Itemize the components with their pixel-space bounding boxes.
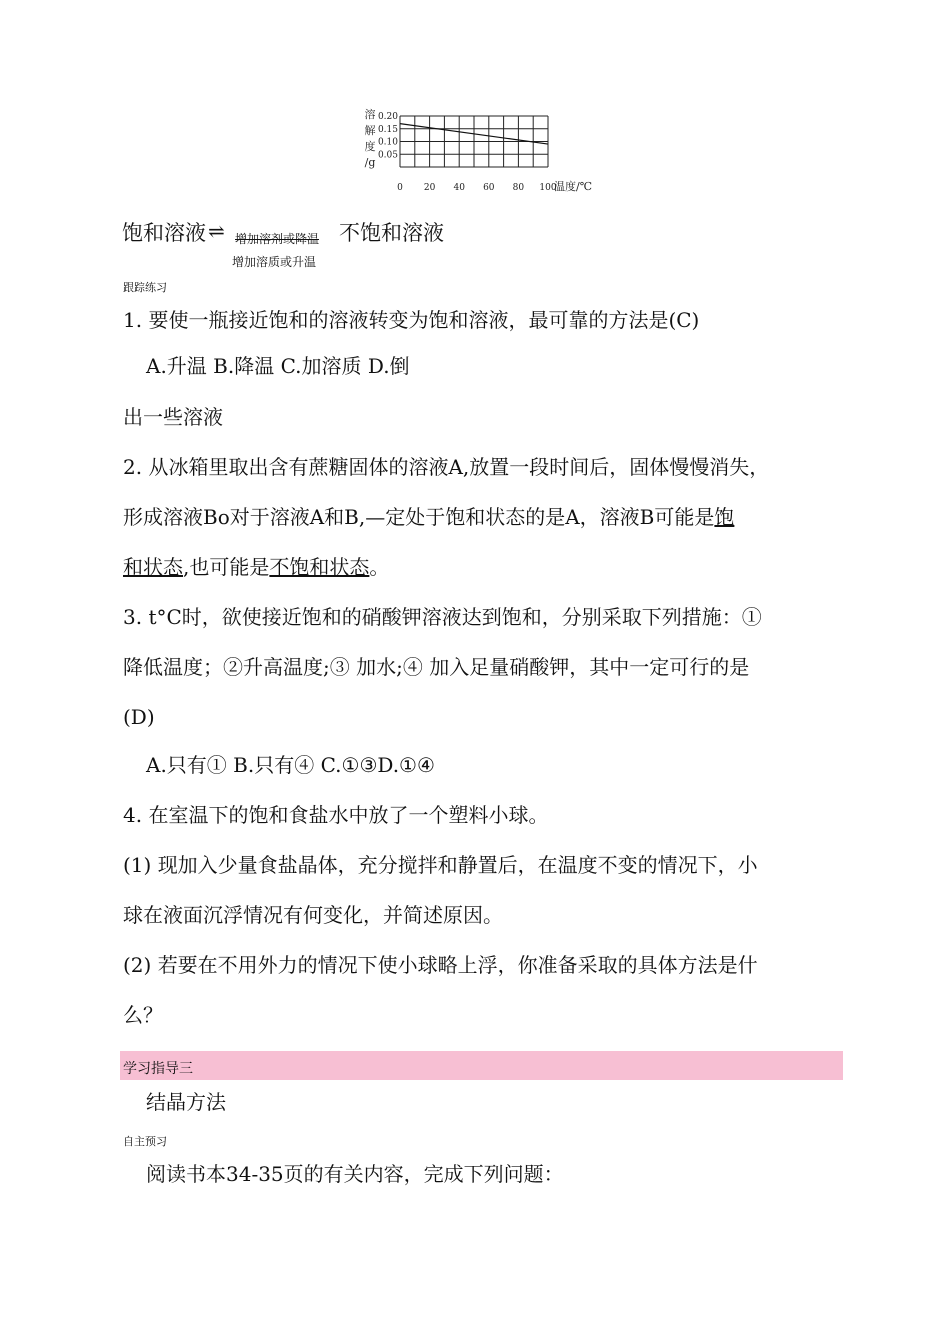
- q3-line3: (D): [123, 705, 155, 729]
- q1-stem: 1. 要使一瓶接近饱和的溶液转变为饱和溶液，最可靠的方法是(C): [123, 308, 700, 332]
- solubility-chart: [356, 104, 606, 196]
- guide3-header-band: [120, 1051, 843, 1080]
- unsaturated-label: 不饱和溶液: [339, 221, 444, 245]
- top-note: 增加溶剂或降温: [235, 232, 320, 246]
- y-tick-label: 0.10: [377, 137, 398, 148]
- guide3-instruction: 阅读书本34-35页的有关内容，完成下列问题：: [146, 1162, 564, 1186]
- guide3-preview: 自主预习: [123, 1135, 167, 1148]
- q4-p2-line1: (2) 若要在不用外力的情况下使小球略上浮，你准备采取的具体方法是什: [123, 953, 758, 977]
- y-tick-label: 0.15: [377, 124, 398, 135]
- section-tracking: 跟踪练习: [123, 281, 167, 294]
- y-tick-label: 0.05: [377, 150, 398, 161]
- q4-p2-line2: 么？: [123, 1003, 163, 1027]
- y-axis-label: 溶: [364, 108, 376, 121]
- q2-answer-a-cont: 和状态: [123, 555, 183, 579]
- q4-stem: 4. 在室温下的饱和食盐水中放了一个塑料小球。: [123, 803, 549, 827]
- x-tick-label: 20: [423, 183, 436, 193]
- q2-line3-end: 。: [369, 555, 390, 579]
- q2-line2-text: 形成溶液Bo对于溶液A和B,—定处于饱和状态的是A，溶液B可能是: [123, 505, 715, 529]
- x-tick-label: 40: [453, 183, 465, 193]
- q3-line2: 降低温度；②升高温度;③ 加水;④ 加入足量硝酸钾，其中一定可行的是: [123, 655, 750, 679]
- q3-line1: 3. t°C时，欲使接近饱和的硝酸钾溶液达到饱和，分别采取下列措施：①: [123, 605, 762, 629]
- equilibrium-arrow: ⇌: [208, 219, 225, 243]
- q2-answer-a: 饱: [714, 505, 735, 529]
- x-tick-label: 80: [512, 183, 525, 193]
- q1-options-cont: 出一些溶液: [123, 405, 223, 429]
- q2-line3: [123, 555, 389, 579]
- y-axis-label: 度: [364, 140, 376, 153]
- q4-p1-line2: 球在液面沉浮情况有何变化，并简述原因。: [123, 903, 503, 927]
- y-tick-label: 0.20: [377, 112, 398, 122]
- q3-options: A.只有① B.只有④ C.①③D.①④: [146, 753, 435, 777]
- q2-line1: 2. 从冰箱里取出含有蔗糖固体的溶液A,放置一段时间后，固体慢慢消失，: [123, 455, 770, 479]
- q1-options: A.升温 B.降温 C.加溶质 D.倒: [146, 354, 410, 378]
- q2-line3-text: ,也可能是: [183, 555, 270, 579]
- bottom-note: 增加溶质或升温: [232, 255, 317, 269]
- y-axis-label: /g: [364, 156, 376, 169]
- q2-line2: [123, 505, 734, 529]
- saturated-label: 饱和溶液: [122, 221, 206, 245]
- q4-p1-line1: (1) 现加入少量食盐晶体，充分搅拌和静置后，在温度不变的情况下，小: [123, 853, 758, 877]
- x-axis-label: 温度/℃: [554, 180, 593, 193]
- x-tick-label: 60: [483, 183, 495, 193]
- x-tick-label: 100: [539, 183, 557, 193]
- x-tick-label: 0: [397, 183, 403, 193]
- guide3-title: 结晶方法: [146, 1090, 226, 1114]
- q2-answer-b: 不饱和状态: [269, 555, 370, 579]
- y-axis-label: 解: [364, 124, 376, 137]
- guide3-header: 学习指导三: [123, 1061, 193, 1077]
